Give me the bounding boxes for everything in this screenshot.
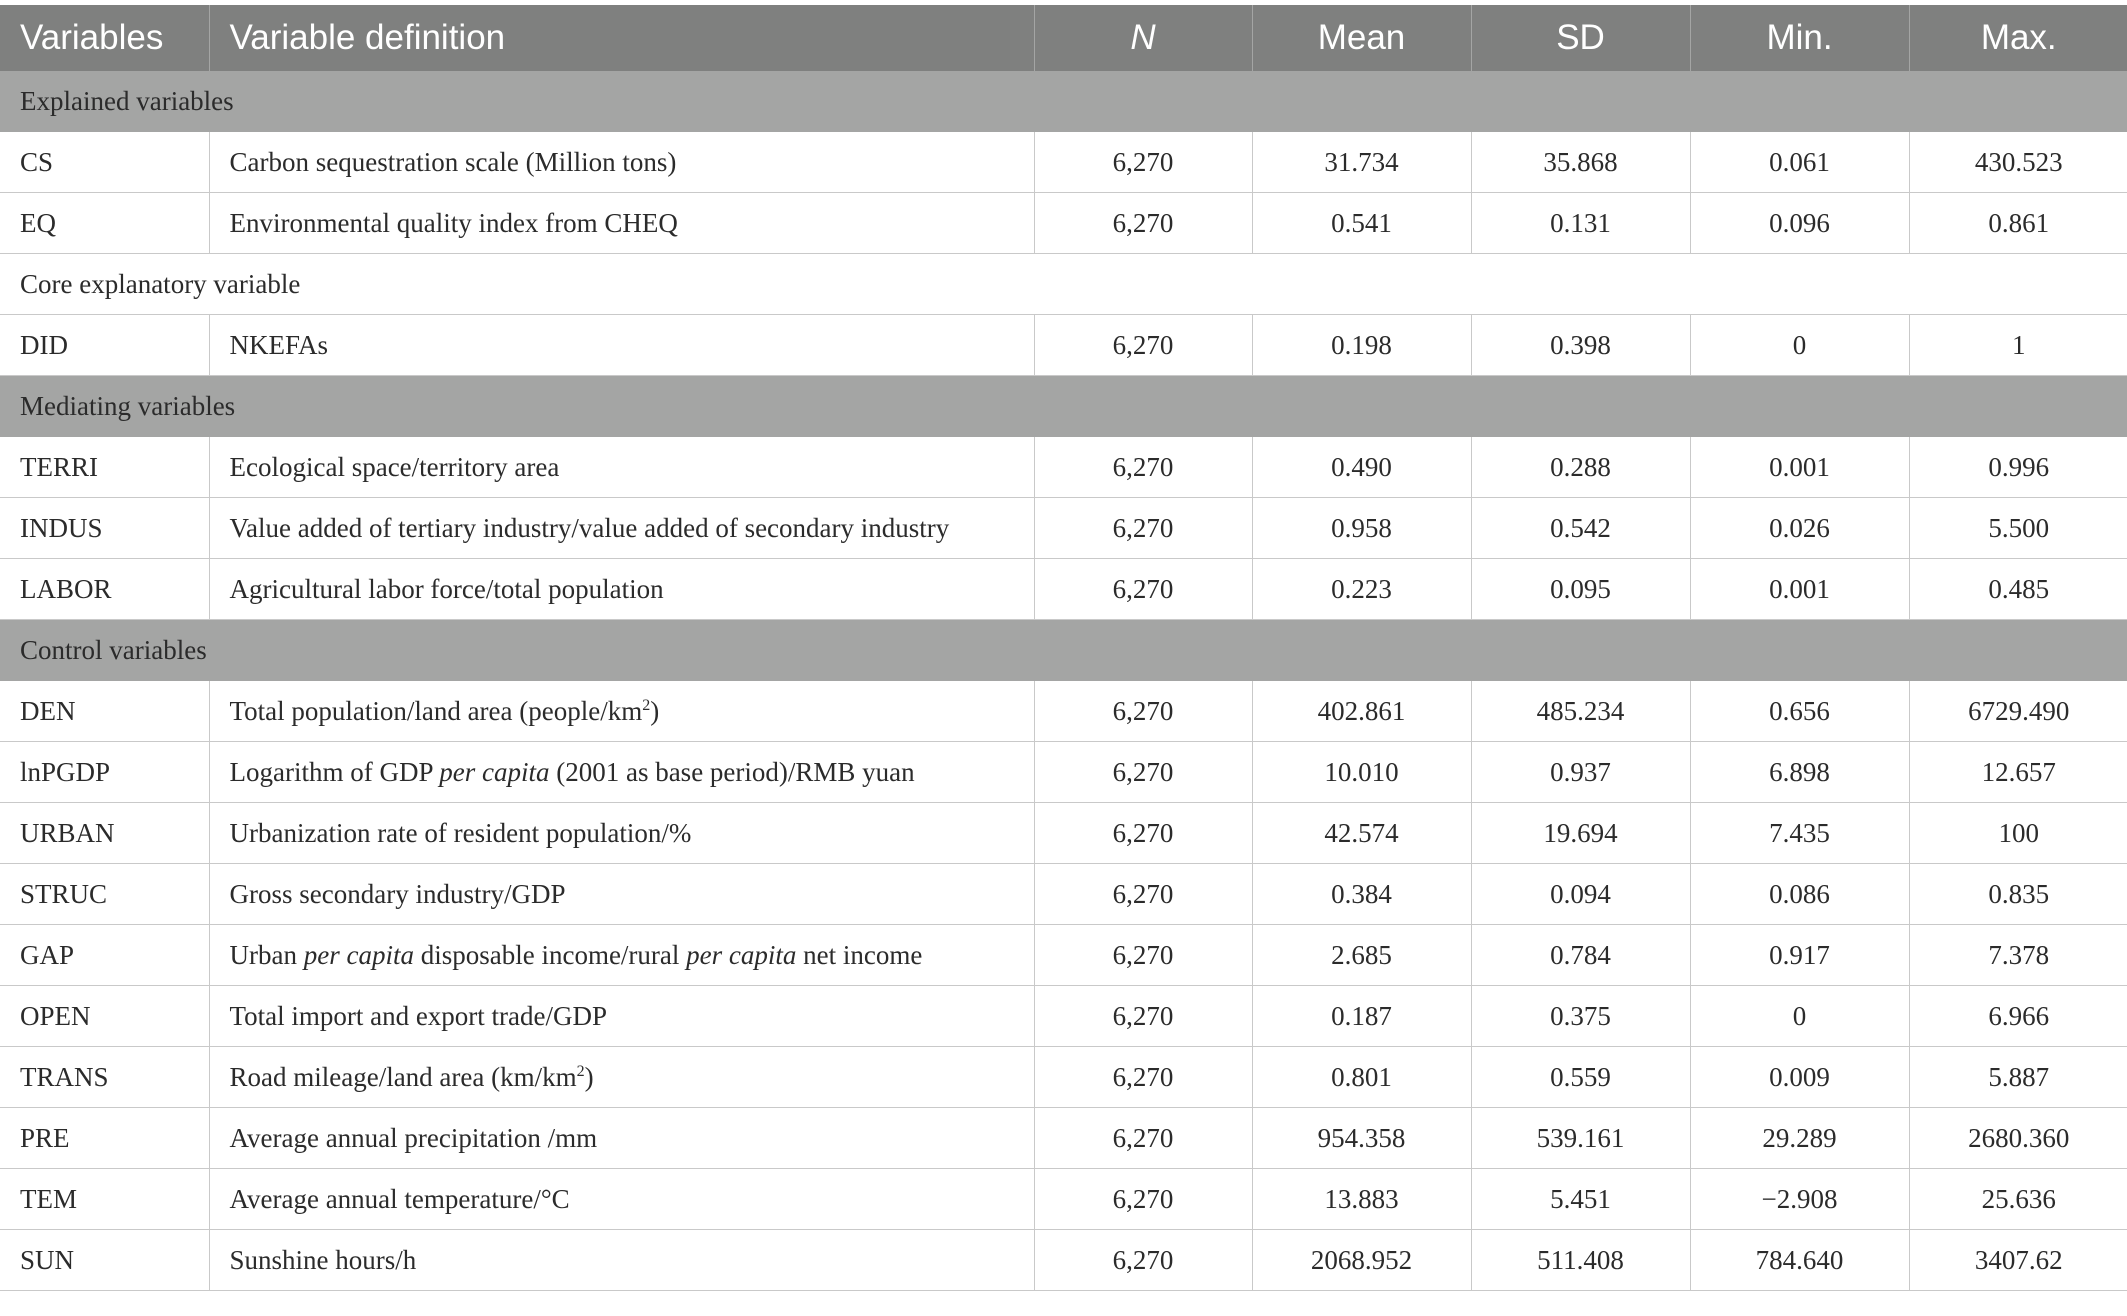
definition-text-part: ) xyxy=(584,1061,594,1092)
cell-n: 6,270 xyxy=(1034,1047,1252,1108)
cell-mean: 0.801 xyxy=(1252,1047,1471,1108)
cell-mean: 0.958 xyxy=(1252,498,1471,559)
cell-max: 0.861 xyxy=(1909,193,2127,254)
cell-sd: 0.094 xyxy=(1471,864,1690,925)
cell-variable: SUN xyxy=(0,1230,209,1291)
section-row xyxy=(0,376,2127,437)
cell-max: 5.500 xyxy=(1909,498,2127,559)
cell-definition xyxy=(209,437,1034,498)
cell-sd: 485.234 xyxy=(1471,681,1690,742)
cell-definition xyxy=(209,559,1034,620)
cell-sd: 0.131 xyxy=(1471,193,1690,254)
cell-min: 0.917 xyxy=(1690,925,1909,986)
cell-mean: 402.861 xyxy=(1252,681,1471,742)
cell-min: 29.289 xyxy=(1690,1108,1909,1169)
cell-n: 6,270 xyxy=(1034,559,1252,620)
cell-variable: GAP xyxy=(0,925,209,986)
definition-text-part: NKEFAs xyxy=(229,329,329,360)
table-row xyxy=(0,742,2127,803)
cell-n: 6,270 xyxy=(1034,1108,1252,1169)
cell-max: 25.636 xyxy=(1909,1169,2127,1230)
cell-variable: EQ xyxy=(0,193,209,254)
definition-text-part: Gross secondary industry/GDP xyxy=(229,878,566,909)
section-row xyxy=(0,71,2127,132)
table-body xyxy=(0,71,2127,1291)
cell-max: 12.657 xyxy=(1909,742,2127,803)
definition-text-part: Environmental quality index from CHEQ xyxy=(229,207,678,238)
cell-mean: 31.734 xyxy=(1252,132,1471,193)
definition-text-part: Carbon sequestration scale (Million tons) xyxy=(229,146,677,177)
definition-text-part: Urban xyxy=(229,939,304,970)
cell-definition xyxy=(209,742,1034,803)
cell-sd: 5.451 xyxy=(1471,1169,1690,1230)
cell-n: 6,270 xyxy=(1034,1230,1252,1291)
cell-definition xyxy=(209,315,1034,376)
cell-mean: 0.541 xyxy=(1252,193,1471,254)
cell-max: 100 xyxy=(1909,803,2127,864)
cell-min: 6.898 xyxy=(1690,742,1909,803)
cell-max: 0.485 xyxy=(1909,559,2127,620)
table-row xyxy=(0,1230,2127,1291)
cell-n: 6,270 xyxy=(1034,437,1252,498)
cell-mean: 0.187 xyxy=(1252,986,1471,1047)
cell-variable: DID xyxy=(0,315,209,376)
cell-n: 6,270 xyxy=(1034,925,1252,986)
definition-text-part: Value added of tertiary industry/value added of secondary industry xyxy=(229,512,950,543)
cell-definition xyxy=(209,803,1034,864)
definition-text-part: Total import and export trade/GDP xyxy=(229,1000,608,1031)
cell-mean: 0.384 xyxy=(1252,864,1471,925)
cell-sd: 539.161 xyxy=(1471,1108,1690,1169)
cell-sd: 0.542 xyxy=(1471,498,1690,559)
section-row xyxy=(0,254,2127,315)
cell-mean: 0.223 xyxy=(1252,559,1471,620)
definition-text-part: Road mileage/land area (km/km xyxy=(229,1061,577,1092)
header-n: N xyxy=(1034,5,1252,71)
definition-text-part: per capita xyxy=(303,939,414,970)
table-row xyxy=(0,559,2127,620)
cell-definition xyxy=(209,1047,1034,1108)
cell-min: 0 xyxy=(1690,986,1909,1047)
cell-definition xyxy=(209,193,1034,254)
definition-text-part: Agricultural labor force/total population xyxy=(229,573,664,604)
section-row xyxy=(0,620,2127,681)
cell-min: 0.086 xyxy=(1690,864,1909,925)
cell-definition xyxy=(209,925,1034,986)
cell-mean: 0.490 xyxy=(1252,437,1471,498)
cell-variable: TEM xyxy=(0,1169,209,1230)
table-row xyxy=(0,925,2127,986)
table-row xyxy=(0,803,2127,864)
table-row xyxy=(0,864,2127,925)
cell-max: 430.523 xyxy=(1909,132,2127,193)
table-row xyxy=(0,1169,2127,1230)
cell-min: 0.001 xyxy=(1690,437,1909,498)
definition-text-part: per capita xyxy=(439,756,550,787)
table-row xyxy=(0,437,2127,498)
cell-n: 6,270 xyxy=(1034,742,1252,803)
cell-min: 0 xyxy=(1690,315,1909,376)
cell-mean: 2068.952 xyxy=(1252,1230,1471,1291)
cell-n: 6,270 xyxy=(1034,1169,1252,1230)
cell-min: 0.096 xyxy=(1690,193,1909,254)
cell-variable: INDUS xyxy=(0,498,209,559)
cell-variable: TRANS xyxy=(0,1047,209,1108)
cell-variable: DEN xyxy=(0,681,209,742)
cell-sd: 0.375 xyxy=(1471,986,1690,1047)
header-variables: Variables xyxy=(0,5,209,71)
cell-max: 1 xyxy=(1909,315,2127,376)
cell-variable: lnPGDP xyxy=(0,742,209,803)
cell-max: 6.966 xyxy=(1909,986,2127,1047)
definition-text-part: Average annual temperature/°C xyxy=(229,1183,570,1214)
table-row xyxy=(0,315,2127,376)
cell-n: 6,270 xyxy=(1034,498,1252,559)
table-row xyxy=(0,681,2127,742)
cell-variable: TERRI xyxy=(0,437,209,498)
section-title: Core explanatory variable xyxy=(0,254,2127,315)
cell-variable: LABOR xyxy=(0,559,209,620)
table-header xyxy=(0,5,2127,71)
cell-n: 6,270 xyxy=(1034,803,1252,864)
cell-sd: 0.398 xyxy=(1471,315,1690,376)
cell-variable: PRE xyxy=(0,1108,209,1169)
table-row xyxy=(0,498,2127,559)
header-max: Max. xyxy=(1909,5,2127,71)
cell-sd: 19.694 xyxy=(1471,803,1690,864)
table-row xyxy=(0,1047,2127,1108)
cell-sd: 511.408 xyxy=(1471,1230,1690,1291)
cell-mean: 0.198 xyxy=(1252,315,1471,376)
header-mean: Mean xyxy=(1252,5,1471,71)
definition-text-part: Average annual precipitation /mm xyxy=(229,1122,598,1153)
cell-variable: STRUC xyxy=(0,864,209,925)
cell-min: 0.001 xyxy=(1690,559,1909,620)
cell-n: 6,270 xyxy=(1034,193,1252,254)
definition-text-part: Urbanization rate of resident population/% xyxy=(229,817,692,848)
cell-definition xyxy=(209,1108,1034,1169)
cell-n: 6,270 xyxy=(1034,315,1252,376)
cell-definition xyxy=(209,132,1034,193)
cell-definition xyxy=(209,986,1034,1047)
cell-min: 0.061 xyxy=(1690,132,1909,193)
section-title: Mediating variables xyxy=(0,376,2127,437)
cell-mean: 13.883 xyxy=(1252,1169,1471,1230)
cell-definition xyxy=(209,1169,1034,1230)
definition-text-part: Logarithm of GDP xyxy=(229,756,440,787)
cell-sd: 0.784 xyxy=(1471,925,1690,986)
cell-n: 6,270 xyxy=(1034,864,1252,925)
cell-min: 7.435 xyxy=(1690,803,1909,864)
cell-mean: 10.010 xyxy=(1252,742,1471,803)
cell-max: 3407.62 xyxy=(1909,1230,2127,1291)
descriptive-statistics-table xyxy=(0,5,2127,1291)
cell-mean: 42.574 xyxy=(1252,803,1471,864)
cell-sd: 0.095 xyxy=(1471,559,1690,620)
cell-mean: 954.358 xyxy=(1252,1108,1471,1169)
definition-text-part: Sunshine hours/h xyxy=(229,1244,417,1275)
cell-sd: 35.868 xyxy=(1471,132,1690,193)
table-row xyxy=(0,986,2127,1047)
cell-min: 0.026 xyxy=(1690,498,1909,559)
header-sd: SD xyxy=(1471,5,1690,71)
definition-text-part: (2001 as base period)/RMB yuan xyxy=(549,756,915,787)
cell-sd: 0.937 xyxy=(1471,742,1690,803)
cell-variable: OPEN xyxy=(0,986,209,1047)
cell-max: 5.887 xyxy=(1909,1047,2127,1108)
definition-text-part: 2 xyxy=(576,1062,585,1080)
cell-min: −2.908 xyxy=(1690,1169,1909,1230)
table-row xyxy=(0,132,2127,193)
header-min: Min. xyxy=(1690,5,1909,71)
cell-variable: URBAN xyxy=(0,803,209,864)
cell-n: 6,270 xyxy=(1034,681,1252,742)
cell-max: 0.835 xyxy=(1909,864,2127,925)
definition-text-part: net income xyxy=(796,939,923,970)
definition-text-part: per capita xyxy=(686,939,797,970)
cell-max: 6729.490 xyxy=(1909,681,2127,742)
cell-definition xyxy=(209,498,1034,559)
cell-definition xyxy=(209,681,1034,742)
cell-variable: CS xyxy=(0,132,209,193)
table-row xyxy=(0,193,2127,254)
cell-min: 0.009 xyxy=(1690,1047,1909,1108)
cell-sd: 0.559 xyxy=(1471,1047,1690,1108)
cell-sd: 0.288 xyxy=(1471,437,1690,498)
cell-definition xyxy=(209,1230,1034,1291)
cell-n: 6,270 xyxy=(1034,986,1252,1047)
table-row xyxy=(0,1108,2127,1169)
definition-text-part: ) xyxy=(650,695,660,726)
header-row xyxy=(0,5,2127,71)
cell-n: 6,270 xyxy=(1034,132,1252,193)
section-title: Control variables xyxy=(0,620,2127,681)
cell-definition xyxy=(209,864,1034,925)
section-title: Explained variables xyxy=(0,71,2127,132)
cell-mean: 2.685 xyxy=(1252,925,1471,986)
cell-min: 784.640 xyxy=(1690,1230,1909,1291)
definition-text-part: disposable income/rural xyxy=(413,939,687,970)
cell-max: 0.996 xyxy=(1909,437,2127,498)
cell-max: 2680.360 xyxy=(1909,1108,2127,1169)
cell-max: 7.378 xyxy=(1909,925,2127,986)
cell-min: 0.656 xyxy=(1690,681,1909,742)
header-definition: Variable definition xyxy=(209,5,1034,71)
definition-text-part: Total population/land area (people/km xyxy=(229,695,643,726)
definition-text-part: 2 xyxy=(642,696,651,714)
definition-text-part: Ecological space/territory area xyxy=(229,451,560,482)
